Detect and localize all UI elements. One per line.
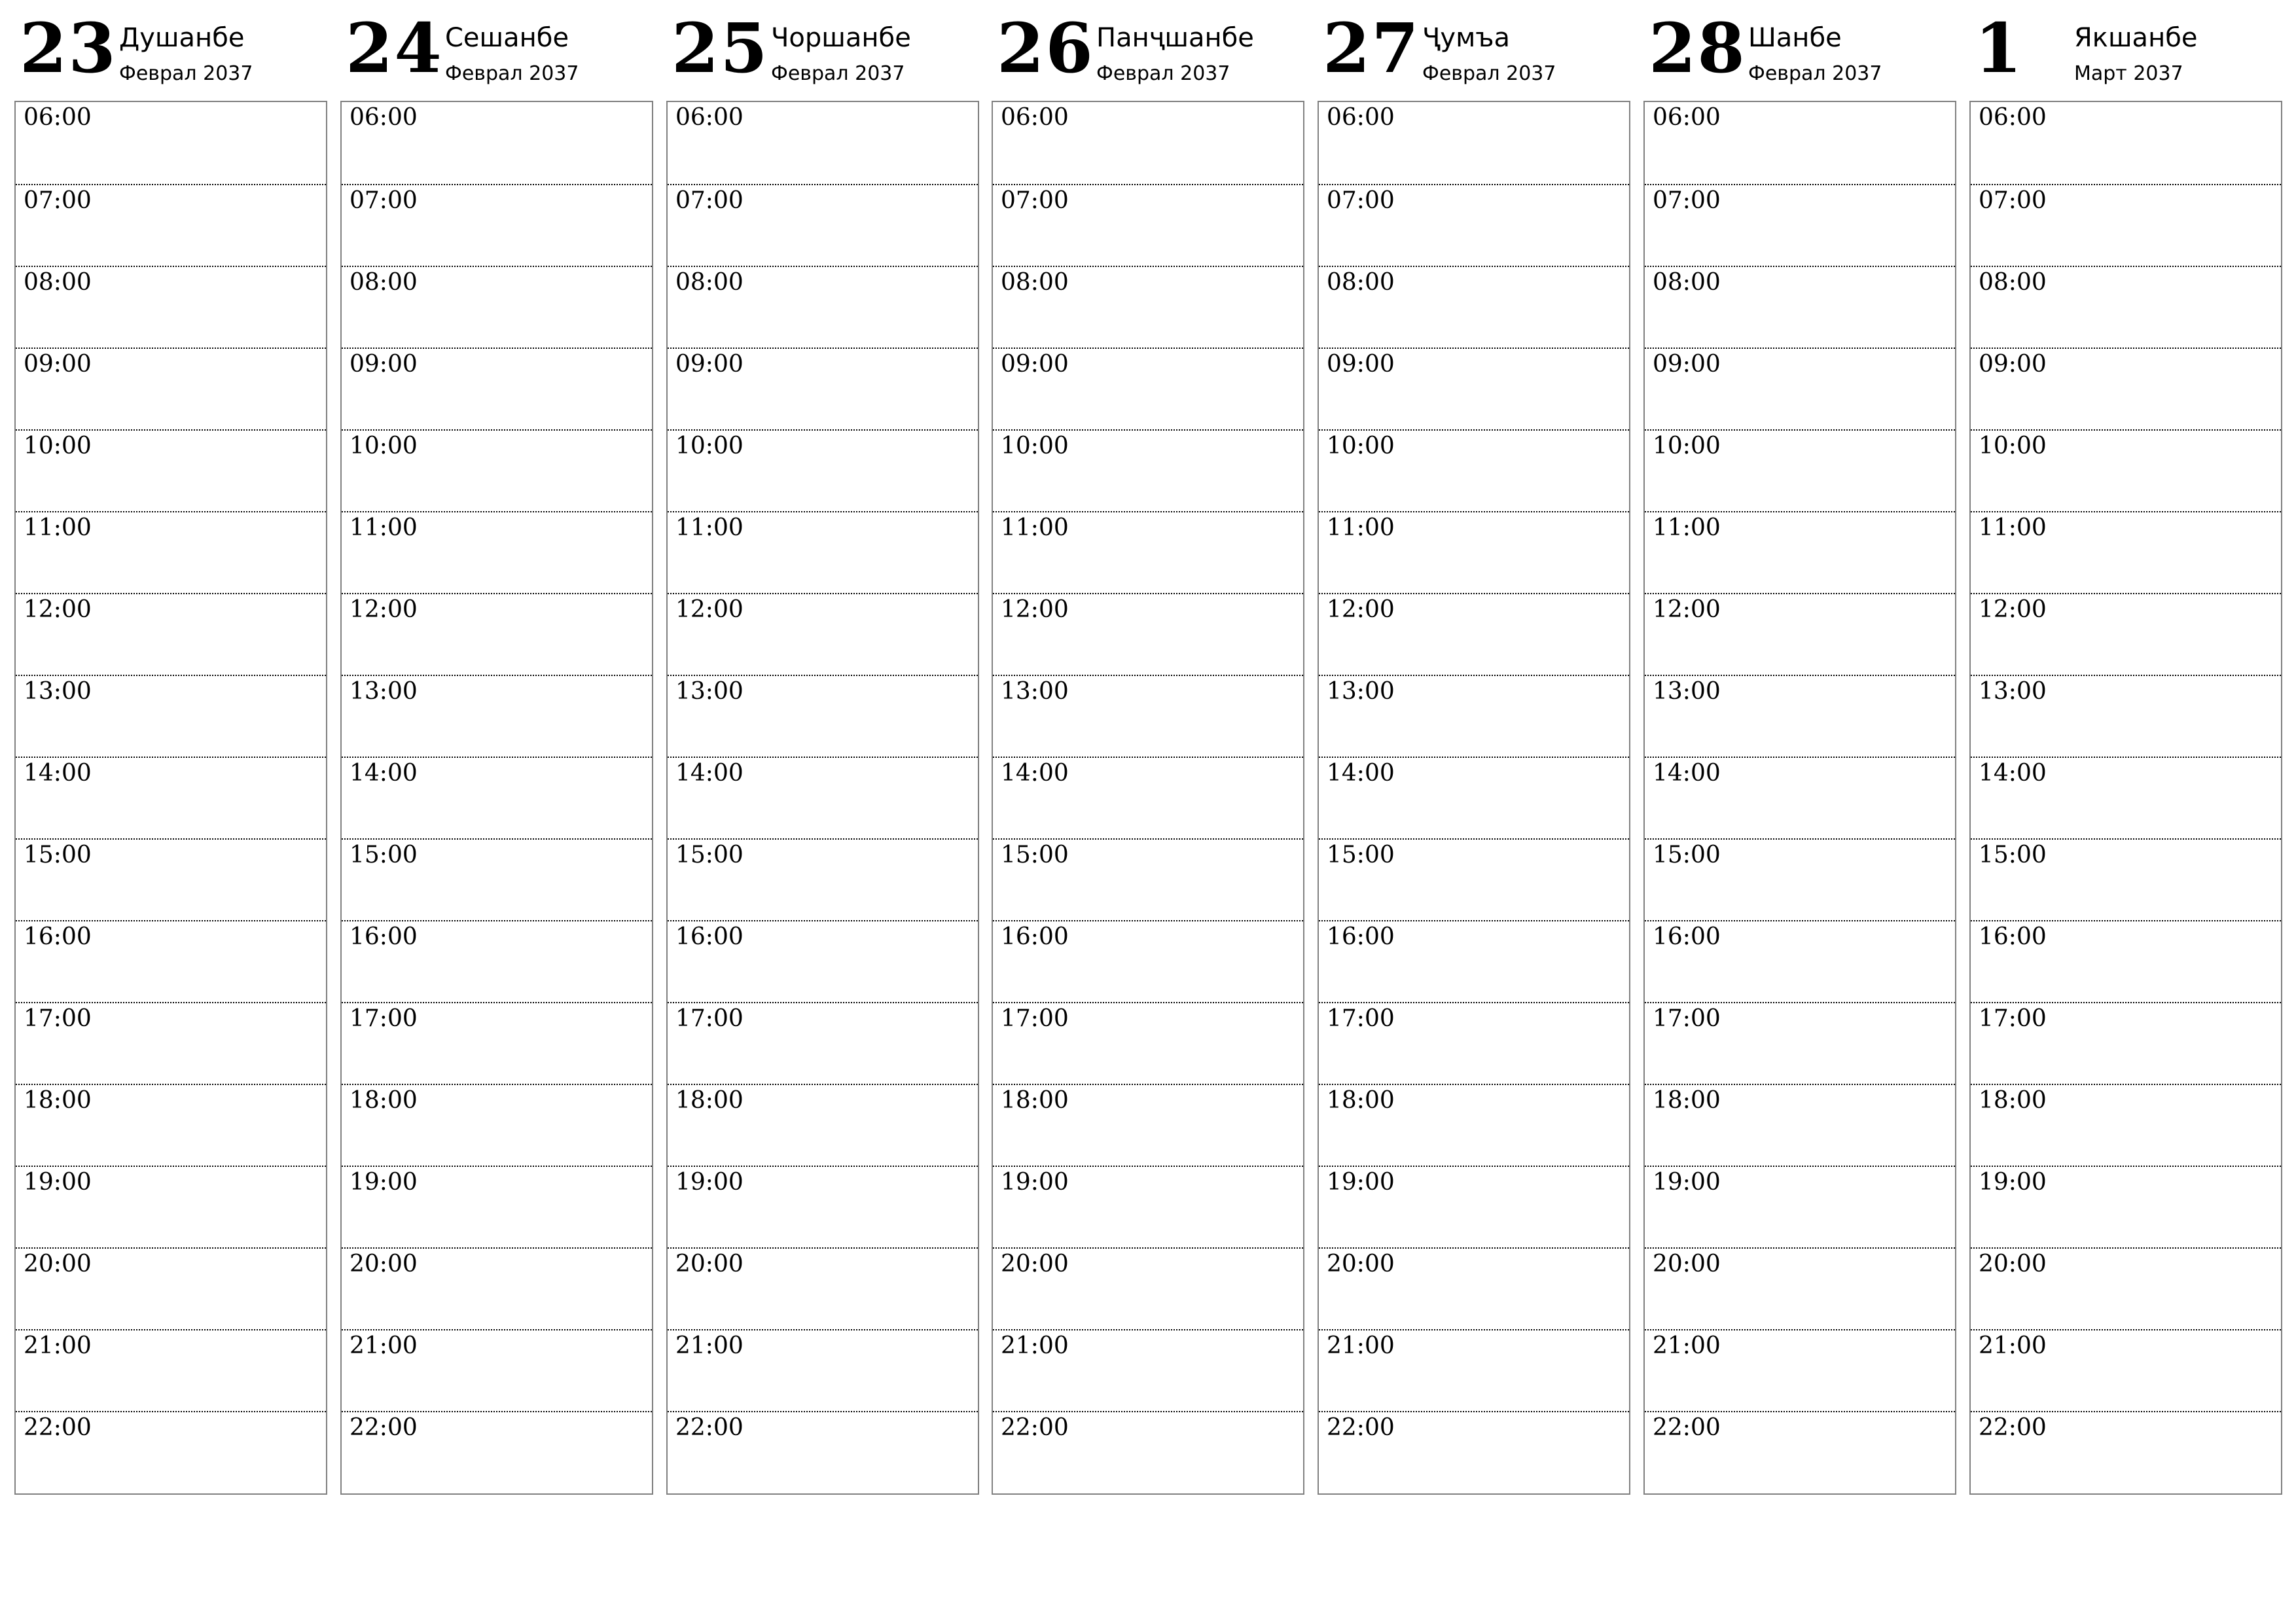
time-slot[interactable] (342, 757, 652, 838)
time-slot[interactable] (16, 1329, 326, 1411)
time-slot[interactable] (1971, 675, 2281, 757)
time-slot-label: 17:00 (1001, 1005, 1069, 1032)
time-slot[interactable] (342, 184, 652, 266)
time-slot[interactable] (668, 511, 978, 593)
time-slot-label: 06:00 (1979, 104, 2047, 131)
time-slot-label: 21:00 (350, 1332, 418, 1359)
weekday-name: Чоршанбе (771, 23, 911, 53)
time-slot[interactable] (1645, 102, 1955, 184)
time-slot-label: 15:00 (1001, 842, 1069, 868)
time-slot-label: 13:00 (1979, 678, 2047, 705)
time-slot[interactable] (668, 266, 978, 348)
time-slot[interactable] (16, 1002, 326, 1084)
time-slot[interactable] (668, 593, 978, 675)
weekday-name: Панҷшанбе (1096, 23, 1254, 53)
time-slot[interactable] (342, 348, 652, 429)
time-slot[interactable] (993, 593, 1303, 675)
time-slot[interactable] (668, 1002, 978, 1084)
time-slot[interactable] (1319, 675, 1629, 757)
time-slot-label: 18:00 (1327, 1087, 1395, 1114)
time-slot[interactable] (1645, 1166, 1955, 1247)
time-slot-label: 17:00 (24, 1005, 92, 1032)
time-slot-label: 22:00 (1653, 1414, 1721, 1441)
time-slot[interactable] (993, 1002, 1303, 1084)
time-slot[interactable] (16, 1247, 326, 1329)
time-slot[interactable] (342, 266, 652, 348)
day-number: 25 (672, 8, 769, 88)
time-slot[interactable] (1319, 102, 1629, 184)
day-number: 24 (346, 8, 443, 88)
day-header (666, 0, 979, 98)
time-slot[interactable] (1319, 184, 1629, 266)
time-slot-label: 18:00 (24, 1087, 92, 1114)
time-slot[interactable] (1645, 1329, 1955, 1411)
time-slot[interactable] (1319, 429, 1629, 511)
time-slot[interactable] (1645, 838, 1955, 920)
time-slot[interactable] (1971, 1329, 2281, 1411)
time-slot-label: 12:00 (1327, 596, 1395, 623)
month-year-label: Феврал 2037 (1096, 62, 1230, 85)
time-slot[interactable] (993, 266, 1303, 348)
day-header (1643, 0, 1956, 98)
time-slot[interactable] (342, 838, 652, 920)
time-slot-label: 19:00 (350, 1169, 418, 1196)
weekday-name: Душанбе (119, 23, 245, 53)
time-slot[interactable] (1971, 757, 2281, 838)
time-slot-label: 07:00 (1001, 187, 1069, 214)
time-slot-label: 12:00 (1979, 596, 2047, 623)
time-slot-label: 20:00 (350, 1251, 418, 1277)
time-slot[interactable] (1319, 838, 1629, 920)
time-slot-label: 21:00 (675, 1332, 744, 1359)
time-slot[interactable] (1971, 1084, 2281, 1166)
time-slot-label: 19:00 (1653, 1169, 1721, 1196)
time-slot[interactable] (1645, 429, 1955, 511)
weekday-name: Шанбе (1748, 23, 1842, 53)
time-slot-label: 11:00 (675, 514, 744, 541)
time-slot[interactable] (342, 429, 652, 511)
time-slot-label: 08:00 (24, 269, 92, 296)
time-slot-label: 12:00 (675, 596, 744, 623)
time-slot[interactable] (993, 1247, 1303, 1329)
time-slot-label: 21:00 (1979, 1332, 2047, 1359)
time-slot-label: 09:00 (24, 351, 92, 378)
time-slot[interactable] (1971, 429, 2281, 511)
time-slot-label: 20:00 (1001, 1251, 1069, 1277)
day-header (1318, 0, 1630, 98)
time-slot[interactable] (342, 511, 652, 593)
time-slot[interactable] (16, 1084, 326, 1166)
time-slot-label: 16:00 (1001, 923, 1069, 950)
day-number: 26 (997, 8, 1094, 88)
time-slot[interactable] (668, 675, 978, 757)
time-slot-label: 06:00 (1653, 104, 1721, 131)
time-slot-label: 08:00 (1001, 269, 1069, 296)
time-slot-label: 12:00 (1001, 596, 1069, 623)
time-slot-label: 16:00 (675, 923, 744, 950)
time-slot[interactable] (342, 1002, 652, 1084)
time-slot-label: 09:00 (1979, 351, 2047, 378)
time-slot-label: 10:00 (1653, 433, 1721, 459)
time-slot-label: 15:00 (350, 842, 418, 868)
time-slot[interactable] (1319, 1329, 1629, 1411)
time-slot[interactable] (668, 1247, 978, 1329)
time-slot-label: 14:00 (1001, 760, 1069, 787)
time-slot[interactable] (668, 838, 978, 920)
time-slot[interactable] (668, 102, 978, 184)
time-slot-label: 15:00 (675, 842, 744, 868)
time-slot-label: 11:00 (1979, 514, 2047, 541)
time-slot[interactable] (1319, 1411, 1629, 1493)
time-slot[interactable] (16, 593, 326, 675)
time-slot-label: 13:00 (1001, 678, 1069, 705)
time-slot-label: 15:00 (1327, 842, 1395, 868)
time-slot-label: 06:00 (24, 104, 92, 131)
time-slot-label: 22:00 (350, 1414, 418, 1441)
time-slot-label: 20:00 (24, 1251, 92, 1277)
time-slot[interactable] (993, 838, 1303, 920)
time-slot[interactable] (1645, 266, 1955, 348)
time-slot[interactable] (16, 266, 326, 348)
time-slot-label: 10:00 (675, 433, 744, 459)
time-slot[interactable] (668, 757, 978, 838)
time-slot[interactable] (16, 920, 326, 1002)
time-slot-label: 07:00 (675, 187, 744, 214)
time-slot[interactable] (1971, 1411, 2281, 1493)
time-slot-label: 16:00 (1653, 923, 1721, 950)
time-slot-label: 14:00 (1979, 760, 2047, 787)
time-slot-label: 21:00 (1001, 1332, 1069, 1359)
time-slot[interactable] (1645, 511, 1955, 593)
time-slot[interactable] (668, 1084, 978, 1166)
time-slot-label: 09:00 (1653, 351, 1721, 378)
time-slot-label: 13:00 (675, 678, 744, 705)
time-slot[interactable] (1971, 348, 2281, 429)
time-slot[interactable] (1645, 593, 1955, 675)
time-slot[interactable] (16, 429, 326, 511)
time-slot-label: 12:00 (1653, 596, 1721, 623)
time-slot[interactable] (16, 348, 326, 429)
time-slot-label: 06:00 (1327, 104, 1395, 131)
time-slot[interactable] (668, 348, 978, 429)
time-slot-label: 17:00 (1653, 1005, 1721, 1032)
day-schedule-box (992, 101, 1304, 1495)
time-slot-label: 11:00 (24, 514, 92, 541)
time-slot-label: 10:00 (1979, 433, 2047, 459)
time-slot-label: 13:00 (350, 678, 418, 705)
time-slot[interactable] (1645, 1247, 1955, 1329)
time-slot-label: 12:00 (24, 596, 92, 623)
time-slot-label: 16:00 (350, 923, 418, 950)
time-slot-label: 11:00 (350, 514, 418, 541)
time-slot-label: 07:00 (350, 187, 418, 214)
time-slot-label: 11:00 (1653, 514, 1721, 541)
time-slot-label: 22:00 (675, 1414, 744, 1441)
day-schedule-box (1643, 101, 1956, 1495)
time-slot[interactable] (1971, 593, 2281, 675)
time-slot[interactable] (993, 184, 1303, 266)
time-slot-label: 17:00 (350, 1005, 418, 1032)
time-slot[interactable] (1645, 920, 1955, 1002)
month-year-label: Феврал 2037 (771, 62, 905, 85)
time-slot-label: 18:00 (1653, 1087, 1721, 1114)
time-slot-label: 10:00 (1001, 433, 1069, 459)
time-slot[interactable] (1319, 1002, 1629, 1084)
time-slot-label: 13:00 (1327, 678, 1395, 705)
day-schedule-box (666, 101, 979, 1495)
time-slot-label: 20:00 (1979, 1251, 2047, 1277)
time-slot[interactable] (1971, 511, 2281, 593)
time-slot[interactable] (16, 675, 326, 757)
time-slot[interactable] (342, 1411, 652, 1493)
time-slot[interactable] (993, 1084, 1303, 1166)
time-slot[interactable] (1971, 1166, 2281, 1247)
time-slot[interactable] (1319, 1084, 1629, 1166)
time-slot[interactable] (1971, 102, 2281, 184)
time-slot-label: 13:00 (1653, 678, 1721, 705)
month-year-label: Феврал 2037 (445, 62, 579, 85)
time-slot[interactable] (1319, 1166, 1629, 1247)
time-slot-label: 16:00 (1327, 923, 1395, 950)
time-slot[interactable] (1645, 757, 1955, 838)
time-slot-label: 17:00 (1327, 1005, 1395, 1032)
time-slot[interactable] (342, 593, 652, 675)
time-slot[interactable] (1971, 266, 2281, 348)
time-slot[interactable] (993, 429, 1303, 511)
time-slot[interactable] (16, 102, 326, 184)
time-slot[interactable] (342, 1247, 652, 1329)
time-slot-label: 22:00 (1327, 1414, 1395, 1441)
time-slot[interactable] (1645, 1002, 1955, 1084)
time-slot-label: 09:00 (1001, 351, 1069, 378)
time-slot[interactable] (342, 102, 652, 184)
time-slot-label: 22:00 (24, 1414, 92, 1441)
time-slot-label: 07:00 (1979, 187, 2047, 214)
time-slot-label: 14:00 (1653, 760, 1721, 787)
time-slot[interactable] (668, 920, 978, 1002)
time-slot-label: 15:00 (1653, 842, 1721, 868)
time-slot[interactable] (1319, 511, 1629, 593)
time-slot-label: 09:00 (350, 351, 418, 378)
time-slot[interactable] (668, 1411, 978, 1493)
time-slot-label: 07:00 (1653, 187, 1721, 214)
time-slot-label: 21:00 (1653, 1332, 1721, 1359)
weekday-name: Сешанбе (445, 23, 569, 53)
time-slot-label: 14:00 (24, 760, 92, 787)
time-slot[interactable] (993, 511, 1303, 593)
time-slot[interactable] (16, 184, 326, 266)
time-slot-label: 17:00 (1979, 1005, 2047, 1032)
time-slot[interactable] (16, 838, 326, 920)
time-slot[interactable] (16, 757, 326, 838)
time-slot-label: 08:00 (1979, 269, 2047, 296)
time-slot[interactable] (993, 675, 1303, 757)
time-slot-label: 10:00 (1327, 433, 1395, 459)
day-schedule-box (1969, 101, 2282, 1495)
time-slot[interactable] (668, 429, 978, 511)
time-slot-label: 19:00 (1001, 1169, 1069, 1196)
time-slot[interactable] (1971, 184, 2281, 266)
day-header (14, 0, 327, 98)
time-slot[interactable] (16, 511, 326, 593)
time-slot[interactable] (1645, 1411, 1955, 1493)
time-slot-label: 10:00 (24, 433, 92, 459)
time-slot[interactable] (1971, 920, 2281, 1002)
time-slot[interactable] (668, 1166, 978, 1247)
time-slot-label: 16:00 (1979, 923, 2047, 950)
time-slot[interactable] (1645, 1084, 1955, 1166)
time-slot-label: 19:00 (1979, 1169, 2047, 1196)
time-slot[interactable] (342, 1084, 652, 1166)
time-slot-label: 07:00 (24, 187, 92, 214)
time-slot-label: 08:00 (350, 269, 418, 296)
time-slot-label: 10:00 (350, 433, 418, 459)
time-slot-label: 19:00 (1327, 1169, 1395, 1196)
time-slot[interactable] (1971, 1002, 2281, 1084)
day-number: 27 (1323, 8, 1420, 88)
time-slot-label: 06:00 (675, 104, 744, 131)
time-slot-label: 08:00 (1653, 269, 1721, 296)
time-slot[interactable] (993, 1411, 1303, 1493)
time-slot-label: 20:00 (675, 1251, 744, 1277)
time-slot-label: 18:00 (675, 1087, 744, 1114)
time-slot-label: 17:00 (675, 1005, 744, 1032)
time-slot-label: 20:00 (1653, 1251, 1721, 1277)
time-slot-label: 21:00 (24, 1332, 92, 1359)
time-slot-label: 12:00 (350, 596, 418, 623)
month-year-label: Феврал 2037 (1422, 62, 1556, 85)
time-slot[interactable] (668, 1329, 978, 1411)
time-slot[interactable] (342, 1329, 652, 1411)
time-slot[interactable] (993, 348, 1303, 429)
time-slot-label: 15:00 (24, 842, 92, 868)
time-slot-label: 11:00 (1001, 514, 1069, 541)
time-slot[interactable] (342, 675, 652, 757)
time-slot[interactable] (342, 1166, 652, 1247)
day-header (992, 0, 1304, 98)
time-slot-label: 14:00 (675, 760, 744, 787)
time-slot-label: 09:00 (675, 351, 744, 378)
time-slot[interactable] (1319, 1247, 1629, 1329)
time-slot[interactable] (1645, 348, 1955, 429)
time-slot-label: 09:00 (1327, 351, 1395, 378)
time-slot[interactable] (1319, 920, 1629, 1002)
time-slot-label: 19:00 (675, 1169, 744, 1196)
day-header (340, 0, 653, 98)
time-slot-label: 07:00 (1327, 187, 1395, 214)
time-slot-label: 21:00 (1327, 1332, 1395, 1359)
day-header (1969, 0, 2282, 98)
day-schedule-box (1318, 101, 1630, 1495)
time-slot[interactable] (16, 1166, 326, 1247)
time-slot-label: 18:00 (1001, 1087, 1069, 1114)
time-slot[interactable] (993, 102, 1303, 184)
month-year-label: Феврал 2037 (1748, 62, 1882, 85)
time-slot[interactable] (668, 184, 978, 266)
time-slot[interactable] (993, 1166, 1303, 1247)
time-slot[interactable] (1319, 266, 1629, 348)
time-slot-label: 11:00 (1327, 514, 1395, 541)
day-schedule-box (14, 101, 327, 1495)
day-schedule-box (340, 101, 653, 1495)
time-slot[interactable] (993, 920, 1303, 1002)
time-slot[interactable] (16, 1411, 326, 1493)
time-slot[interactable] (1319, 348, 1629, 429)
time-slot-label: 19:00 (24, 1169, 92, 1196)
time-slot-label: 13:00 (24, 678, 92, 705)
weekday-name: Ҷумъа (1422, 23, 1511, 53)
time-slot[interactable] (993, 757, 1303, 838)
time-slot-label: 14:00 (1327, 760, 1395, 787)
time-slot[interactable] (1971, 838, 2281, 920)
time-slot-label: 22:00 (1001, 1414, 1069, 1441)
time-slot[interactable] (1319, 593, 1629, 675)
time-slot-label: 18:00 (350, 1087, 418, 1114)
time-slot-label: 20:00 (1327, 1251, 1395, 1277)
time-slot-label: 08:00 (675, 269, 744, 296)
time-slot-label: 18:00 (1979, 1087, 2047, 1114)
time-slot[interactable] (1645, 184, 1955, 266)
time-slot[interactable] (993, 1329, 1303, 1411)
time-slot-label: 15:00 (1979, 842, 2047, 868)
time-slot-label: 16:00 (24, 923, 92, 950)
day-number: 28 (1649, 8, 1746, 88)
time-slot-label: 14:00 (350, 760, 418, 787)
time-slot[interactable] (342, 920, 652, 1002)
day-number: 1 (1975, 8, 2024, 88)
month-year-label: Феврал 2037 (119, 62, 253, 85)
time-slot-label: 22:00 (1979, 1414, 2047, 1441)
time-slot-label: 08:00 (1327, 269, 1395, 296)
time-slot[interactable] (1319, 757, 1629, 838)
day-number: 23 (20, 8, 117, 88)
weekday-name: Якшанбе (2074, 23, 2198, 53)
time-slot[interactable] (1645, 675, 1955, 757)
month-year-label: Март 2037 (2074, 62, 2183, 85)
time-slot-label: 06:00 (350, 104, 418, 131)
time-slot[interactable] (1971, 1247, 2281, 1329)
time-slot-label: 06:00 (1001, 104, 1069, 131)
